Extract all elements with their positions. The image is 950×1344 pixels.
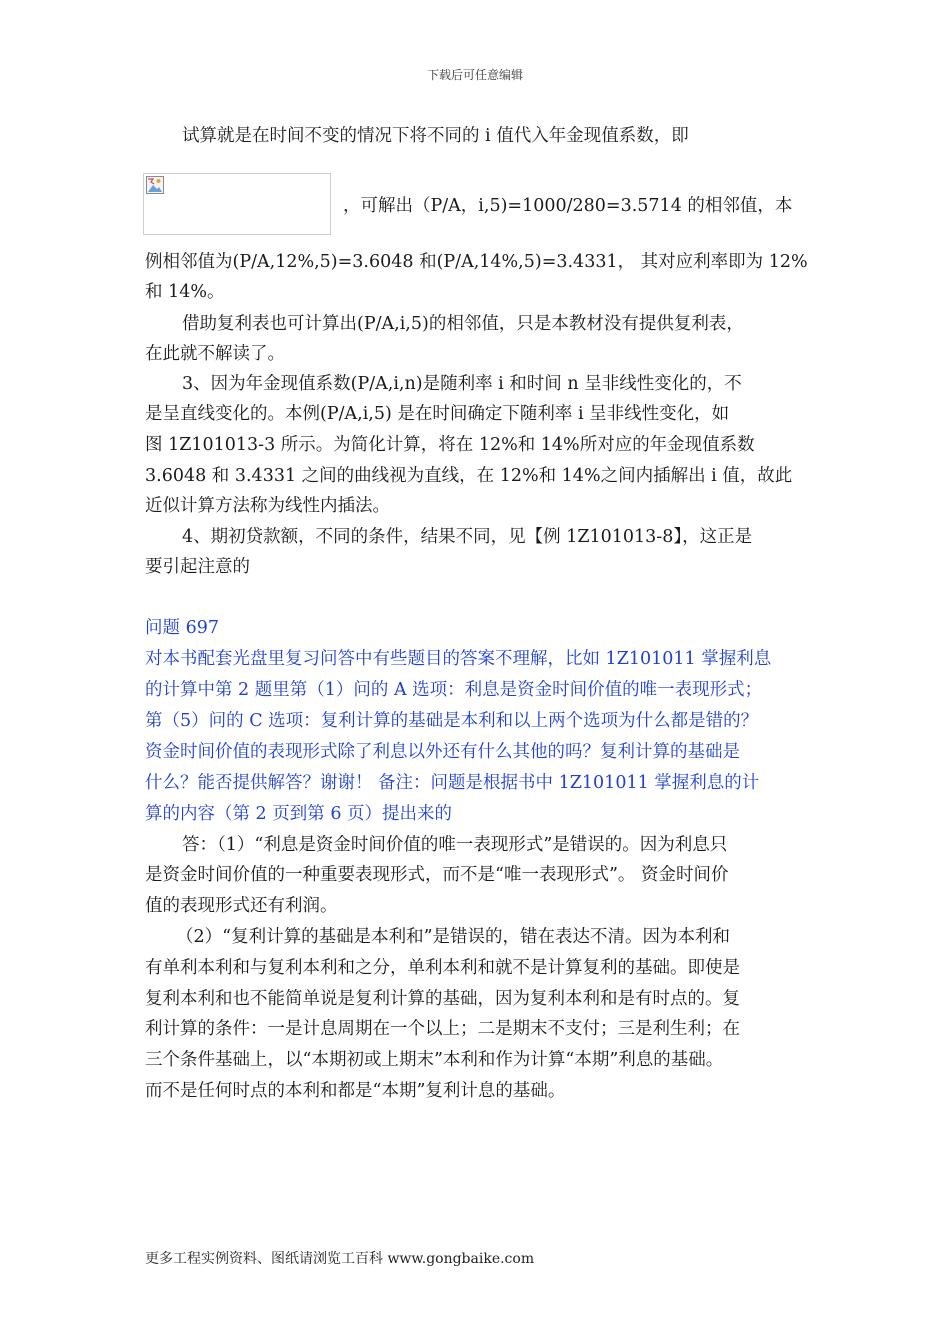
paragraph-line: 在此就不解读了。	[145, 344, 285, 364]
answer-line: 复利本利和也不能简单说是复利计算的基础，因为复利本利和是有时点的。复	[145, 989, 740, 1009]
question-line: 算的内容（第 2 页到第 6 页）提出来的	[145, 804, 453, 824]
question-line: 什么？能否提供解答？谢谢！ 备注：问题是根据书中 1Z101011 掌握利息的计	[145, 773, 760, 793]
page-footer: 更多工程实例资料、图纸请浏览工百科 www.gongbaike.com	[145, 1251, 535, 1267]
answer-line: 值的表现形式还有利润。	[145, 896, 338, 916]
answer-line: 而不是任何时点的本利和都是“本期”复利计息的基础。	[145, 1081, 566, 1101]
page-header: 下载后可任意编辑	[426, 68, 523, 82]
paragraph-line: 例相邻值为(P/A,12%,5)=3.6048 和(P/A,14%,5)=3.4331， 其对应利率即为 12%	[145, 252, 808, 272]
paragraph-line: 4、期初贷款额，不同的条件，结果不同，见【例 1Z101013-8】，这正是	[182, 527, 753, 547]
paragraph-line: 图 1Z101013-3 所示。为简化计算，将在 12%和 14%所对应的年金现值系数	[145, 435, 755, 455]
paragraph-line: 3.6048 和 3.4331 之间的曲线视为直线，在 12%和 14%之间内插解出 i 值，故此	[145, 466, 793, 486]
paragraph-line: 和 14%。	[145, 282, 225, 302]
answer-line: 是资金时间价值的一种重要表现形式，而不是“唯一表现形式”。 资金时间价	[145, 865, 729, 885]
answer-line: 有单利本利和与复利本利和之分，单利本利和就不是计算复利的基础。即使是	[145, 958, 740, 978]
question-line: 第（5）问的 C 选项：复利计算的基础是本利和以上两个选项为什么都是错的？	[145, 711, 759, 731]
question-line: 资金时间价值的表现形式除了利息以外还有什么其他的吗？复利计算的基础是	[145, 742, 740, 762]
paragraph-line: 近似计算方法称为线性内插法。	[145, 496, 390, 516]
formula-image-placeholder	[143, 173, 331, 235]
answer-line: （2）“复利计算的基础是本利和”是错误的，错在表达不清。因为本利和	[176, 927, 731, 947]
answer-line: 三个条件基础上，以“本期初或上期末”本利和作为计算“本期”利息的基础。	[145, 1050, 724, 1070]
paragraph-line: 借助复利表也可计算出(P/A,i,5)的相邻值，只是本教材没有提供复利表，	[182, 314, 744, 334]
question-title: 问题 697	[145, 618, 219, 638]
paragraph-line: 3、因为年金现值系数(P/A,i,n)是随利率 i 和时间 n 呈非线性变化的，不	[182, 374, 742, 394]
answer-line: 利计算的条件：一是计息周期在一个以上；二是期末不支付；三是利生利；在	[145, 1019, 740, 1039]
paragraph-line: 是呈直线变化的。本例(P/A,i,5) 是在时间确定下随利率 i 呈非线性变化，如	[145, 404, 730, 424]
broken-image-icon	[146, 176, 164, 194]
question-line: 对本书配套光盘里复习问答中有些题目的答案不理解，比如 1Z101011 掌握利息	[145, 649, 772, 669]
paragraph-line: 试算就是在时间不变的情况下将不同的 i 值代入年金现值系数，即	[182, 126, 689, 146]
paragraph-line: 要引起注意的	[145, 557, 250, 577]
paragraph-line: ，可解出（P/A，i,5)=1000/280=3.5714 的相邻值，本	[343, 196, 793, 216]
answer-line: 答：（1）“利息是资金时间价值的唯一表现形式”是错误的。因为利息只	[182, 835, 728, 855]
question-line: 的计算中第 2 题里第（1）问的 A 选项：利息是资金时间价值的唯一表现形式；	[145, 680, 763, 700]
